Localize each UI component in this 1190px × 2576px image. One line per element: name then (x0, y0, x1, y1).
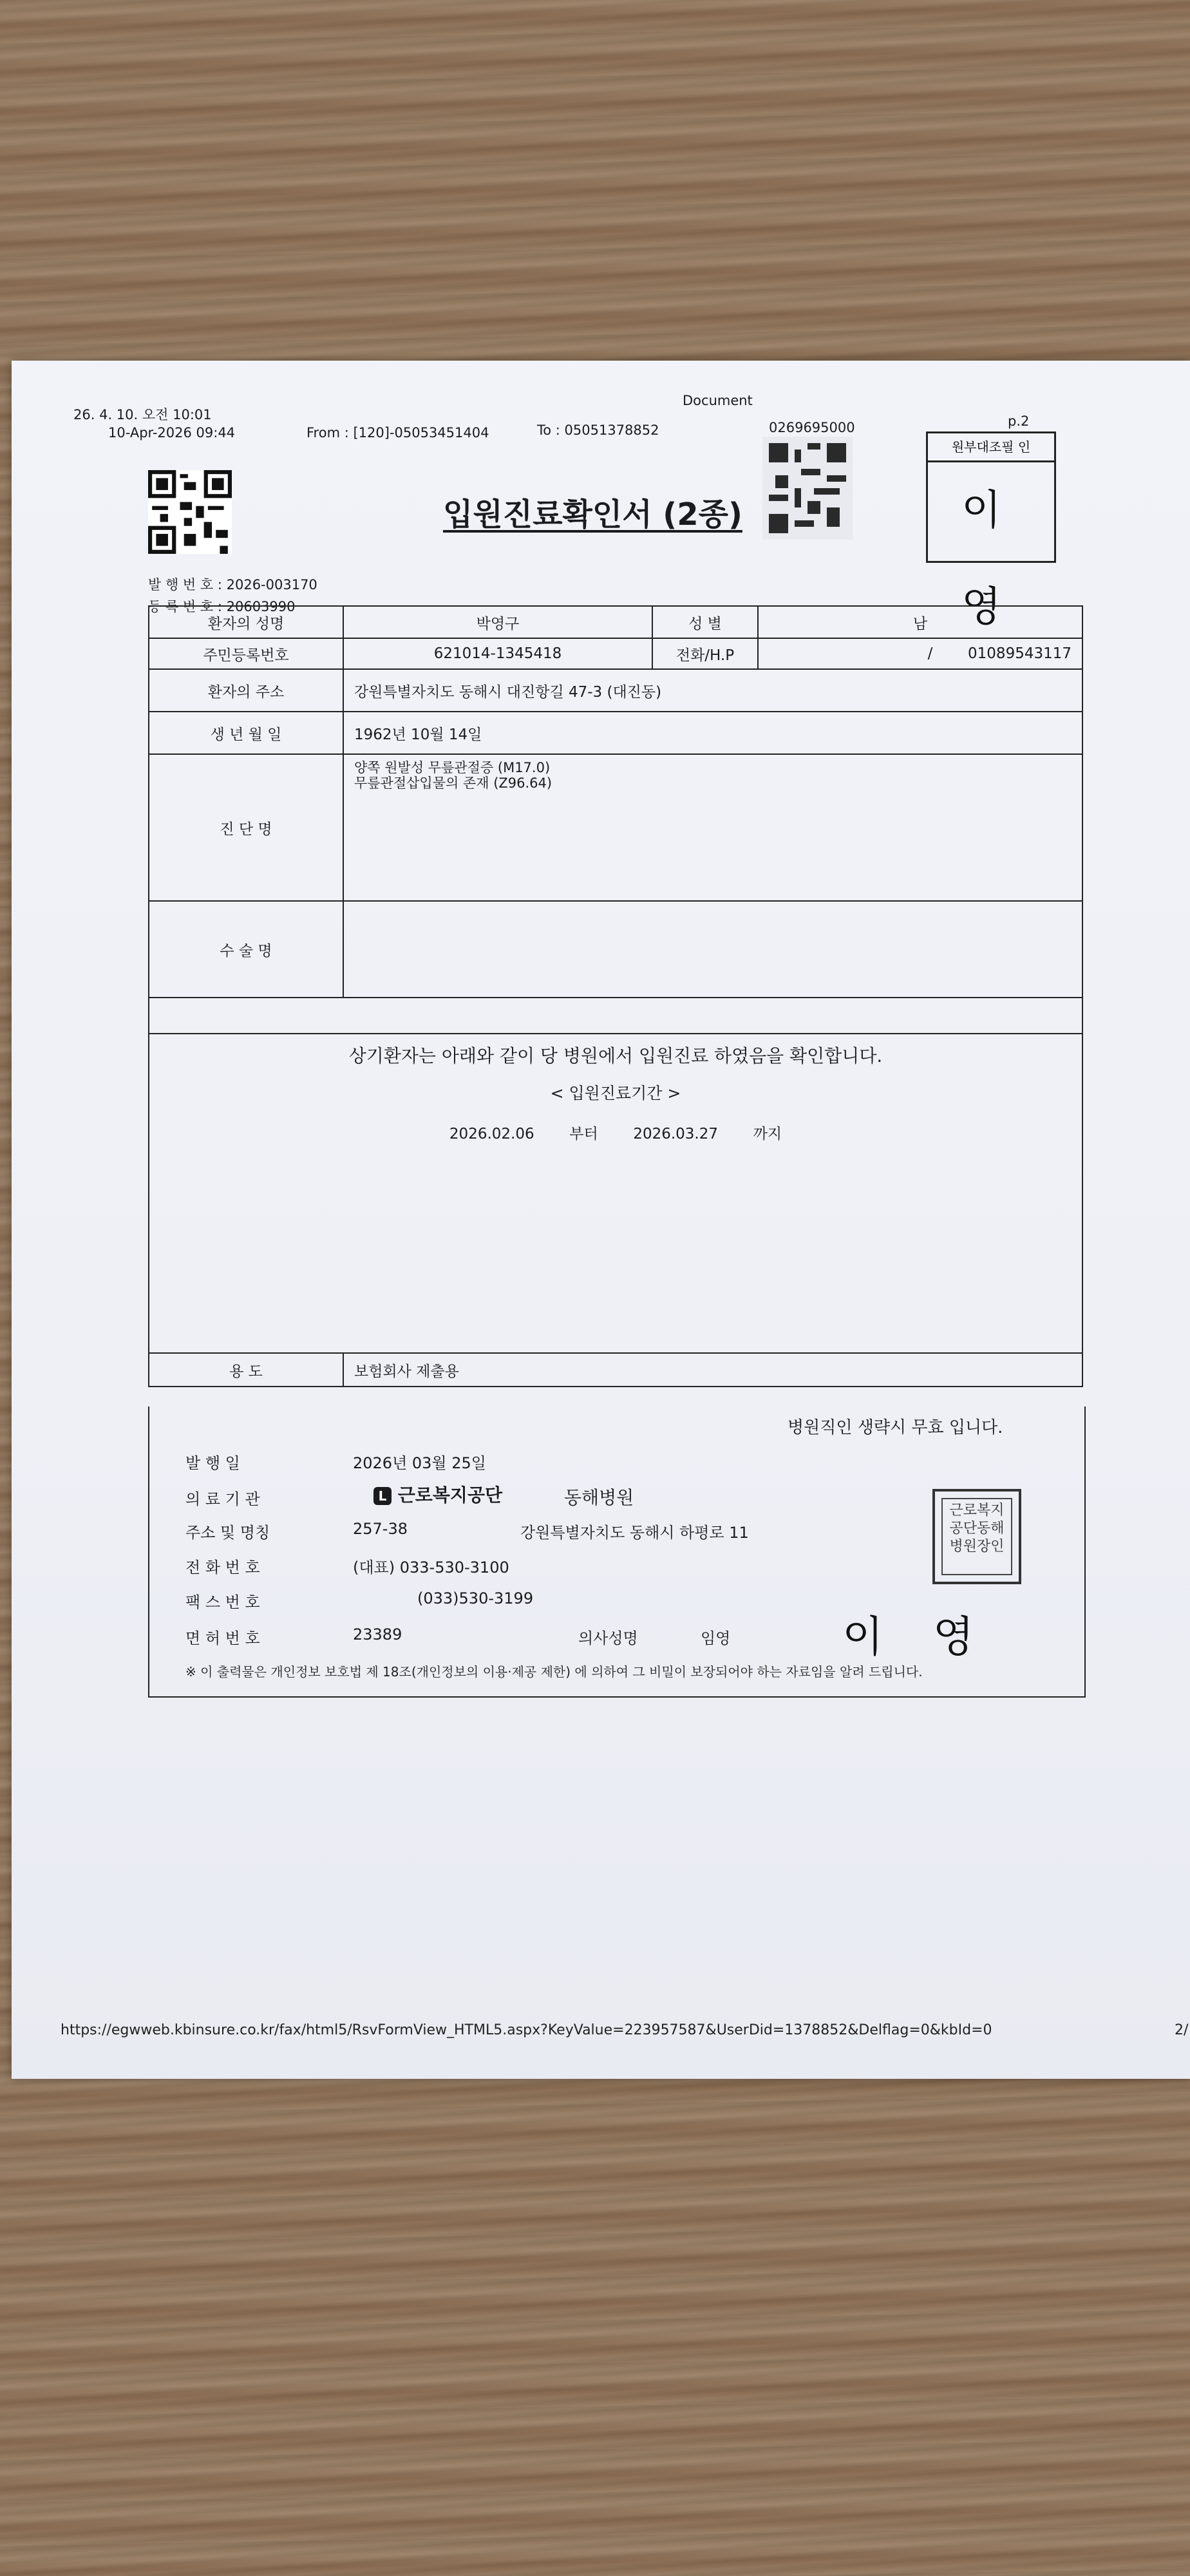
reg-no: 20603990 (226, 599, 296, 614)
fax-label: 팩 스 번 호 (185, 1593, 260, 1611)
tel-label: 전 화 번 호 (185, 1558, 260, 1577)
fax-to: To : 05051378852 (537, 422, 659, 438)
doc-label: Document (683, 393, 753, 408)
patient-name: 박영구 (343, 606, 652, 638)
purpose-value: 보험회사 제출용 (343, 1353, 1082, 1387)
patient-phone-cell (758, 638, 1082, 669)
footer-url: https://egwweb.kbinsure.co.kr/fax/html5/RsvFormView_HTML5.aspx?KeyValue=223957587&UserDid=1378852&Delflag=0&kbId=0 (61, 2022, 992, 2038)
period-from-word: 부터 (569, 1126, 598, 1142)
issue-date: 2026년 03월 25일 (353, 1454, 486, 1472)
address-label: 환자의 주소 (149, 669, 343, 712)
diagnosis-cell (343, 754, 1082, 901)
stamp-box-signature: 이 영 (961, 487, 1021, 631)
purpose-label: 용 도 (149, 1353, 343, 1387)
patient-phone: 01089543117 (968, 645, 1072, 662)
address2: 강원특별자치도 동해시 하평로 11 (520, 1524, 749, 1542)
rrn-label: 주민등록번호 (149, 638, 343, 669)
doc-number: 0269695000 (769, 420, 855, 435)
privacy-notice: ※ 이 출력물은 개인정보 보호법 제 18조(개인정보의 이용·제공 제한) 에 의하여 그 비밀이 보장되어야 하는 자료임을 알려 드립니다. (185, 1664, 923, 1680)
phone-label: 전화/H.P (652, 638, 758, 669)
diagnosis-label: 진 단 명 (149, 754, 343, 901)
fax-number: (033)530-3199 (417, 1589, 534, 1607)
fax-from: From : [120]-05053451404 (307, 425, 489, 440)
doctor-signature: 이 영 (842, 1612, 992, 1662)
surgery-label: 수 술 명 (149, 901, 343, 998)
kcomwel-logo-icon: L (373, 1487, 392, 1505)
fax-stamp-qr (762, 437, 853, 540)
qr-code (148, 470, 232, 554)
issue-no: 2026-003170 (226, 577, 317, 592)
period-to-word: 까지 (753, 1126, 782, 1142)
doctor-label: 의사성명 (578, 1629, 638, 1647)
no-seal-note: 병원직인 생략시 무효 입니다. (788, 1418, 1003, 1437)
phone-separator: / (927, 645, 933, 662)
document-title: 입원진료확인서 (2종) (443, 497, 742, 533)
page-label: p.2 (1008, 413, 1030, 429)
diagnosis-1: 양쪽 원발성 무릎관절증 (M17.0) (354, 760, 551, 775)
stamp-box-title: 원부대조필 인 (928, 433, 1054, 462)
period-to: 2026.03.27 (633, 1126, 719, 1142)
fax-page (12, 361, 1190, 2079)
issue-no-label: 발 행 번 호 : (148, 577, 222, 592)
print-time: 26. 4. 10. 오전 10:01 (73, 407, 212, 422)
patient-gender: 남 (758, 606, 1082, 638)
hospital-seal-text: 근로복지공단동해병원장인 (941, 1498, 1012, 1575)
name-label: 환자의 성명 (149, 606, 343, 638)
confirm-text: 상기환자는 아래와 같이 당 병원에서 입원진료 하였음을 확인합니다. (348, 1045, 883, 1066)
footer-page-no: 2/ (1175, 2022, 1189, 2038)
license-number: 23389 (353, 1625, 402, 1643)
institution-label: 의 료 기 관 (185, 1490, 260, 1508)
gender-label: 성 별 (652, 606, 758, 638)
surgery-value (343, 901, 1082, 998)
verification-stamp-box (926, 431, 1056, 631)
dob-label: 생 년 월 일 (149, 712, 343, 754)
hospital-seal (932, 1489, 1021, 1584)
patient-address: 강원특별자치도 동해시 대진항길 47-3 (대진동) (343, 669, 1082, 712)
patient-rrn: 621014-1345418 (343, 638, 652, 669)
period-title: < 입원진료기간 > (550, 1084, 681, 1103)
blank-row (149, 998, 1082, 1034)
doctor-name: 임영 (701, 1629, 731, 1647)
reg-no-label: 등 록 번 호 : (148, 599, 222, 614)
fax-date: 10-Apr-2026 09:44 (108, 425, 236, 440)
confirmation-form-table (148, 605, 1083, 1387)
confirmation-cell (149, 1034, 1082, 1353)
period-from: 2026.02.06 (449, 1126, 534, 1142)
tel: (대표) 033-530-3100 (353, 1558, 509, 1577)
period-line (160, 1122, 1072, 1143)
address2-code: 257-38 (353, 1520, 408, 1538)
patient-dob: 1962년 10월 14일 (343, 712, 1082, 754)
issue-date-label: 발 행 일 (185, 1454, 240, 1472)
institution-logo-text: 근로복지공단 (397, 1484, 503, 1506)
license-label: 면 허 번 호 (185, 1629, 260, 1647)
institution-name: 동해병원 (564, 1487, 634, 1508)
diagnosis-2: 무릎관절삽입물의 존재 (Z96.64) (354, 775, 552, 791)
institution-logo (373, 1481, 502, 1507)
address2-label: 주소 및 명칭 (185, 1524, 270, 1542)
